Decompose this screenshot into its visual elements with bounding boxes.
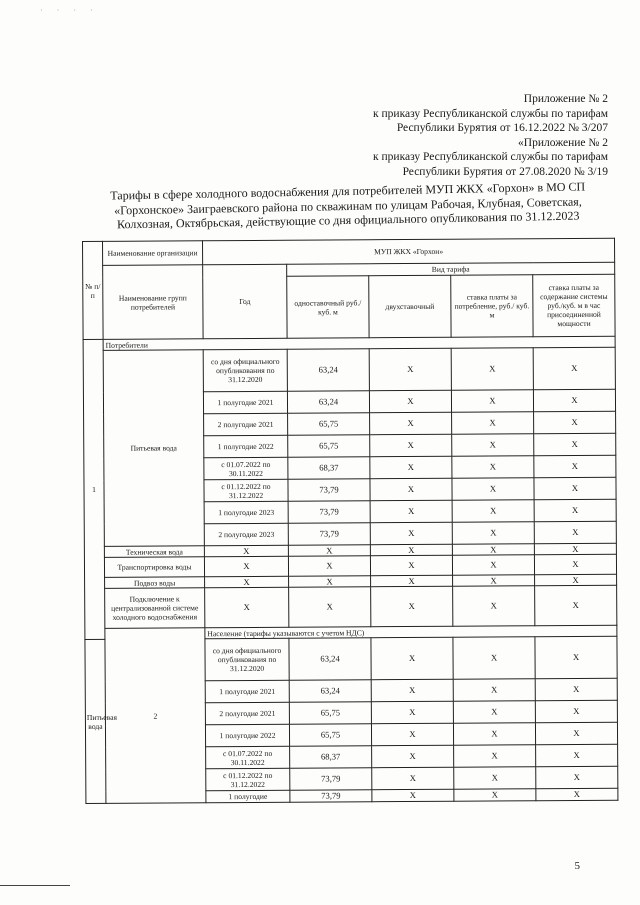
single-rate-value: 65,75 xyxy=(289,724,371,747)
period: 1 полугодие 2022 xyxy=(205,724,289,747)
cell-x: X xyxy=(372,789,454,802)
header-year: Год xyxy=(203,264,287,339)
cell-x: X xyxy=(452,522,534,545)
cell-x: X xyxy=(370,434,452,457)
period: 1 полугодие 2023 xyxy=(204,501,288,524)
cell-x: X xyxy=(204,545,288,557)
category-label: Население (тарифы указываются с учетом НДС) xyxy=(205,625,617,639)
document-title: Тарифы в сфере холодного водоснабжения для потребителей МУП ЖКХ «Горхон» в МО СП «Горхонское» Заиграевского района по скважинам по улицам Рабочая, Клубная, Советская, Колхозная, Октябрьская, действующие со дня официального опубликования по 31.12.2023 xyxy=(110,179,586,232)
group-drinking-water: Питьевая вода xyxy=(103,350,204,547)
cell-x: X xyxy=(370,478,452,501)
cell-x: X xyxy=(452,544,534,556)
header-group: Наименование групп потребителей xyxy=(103,265,203,340)
cell-x: X xyxy=(452,456,534,479)
cell-x: X xyxy=(536,788,618,801)
period: с 01.07.2022 по 30.11.2022 xyxy=(206,746,290,769)
cell-x: X xyxy=(453,679,535,702)
cell-x: X xyxy=(371,701,453,724)
tariff-table-wrapper xyxy=(82,238,617,804)
header-double-rate: двухставочный xyxy=(369,275,451,337)
period: 1 полугодие 2021 xyxy=(203,391,287,414)
cell-x: X xyxy=(451,390,533,413)
cell-x: X xyxy=(453,637,535,680)
single-rate-value: 73,79 xyxy=(288,501,370,524)
period: 2 полугодие 2023 xyxy=(204,523,288,546)
group-water-delivery: Подвоз воды xyxy=(105,577,205,589)
cell-x: X xyxy=(452,434,534,457)
cell-x: X xyxy=(452,478,534,501)
period: 1 полугодие xyxy=(206,790,290,803)
cell-x: X xyxy=(454,745,536,768)
cell-x: X xyxy=(370,544,452,556)
header-line: Республики Бурятия от 16.12.2022 № 3/207 xyxy=(396,122,608,134)
header-line: Республики Бурятия от 27.08.2020 № 3/19 xyxy=(402,165,608,178)
period: с 01.12.2022 по 31.12.2022 xyxy=(206,768,290,791)
cell-x: X xyxy=(534,521,616,544)
cell-x: X xyxy=(289,576,371,588)
period: с 01.12.2022 по 31.12.2022 xyxy=(204,479,288,502)
header-line: к приказу Республиканской службы по тарифам xyxy=(373,107,608,120)
category-label: Потребители xyxy=(103,336,615,350)
header-single-rate: одноставочный руб./ куб. м xyxy=(287,276,369,338)
org-name: МУП ЖКХ «Горхон» xyxy=(203,238,615,265)
single-rate-value: 73,79 xyxy=(290,790,372,803)
cell-x: X xyxy=(535,636,617,679)
cell-x: X xyxy=(535,722,617,745)
cell-x: X xyxy=(370,412,452,435)
cell-x: X xyxy=(372,767,454,790)
cell-x: X xyxy=(535,585,617,626)
single-rate-value: 65,75 xyxy=(288,435,370,458)
single-rate-value: 68,37 xyxy=(288,457,370,480)
cell-x: X xyxy=(371,723,453,746)
document-header xyxy=(278,92,608,179)
cell-x: X xyxy=(205,576,289,588)
cell-x: X xyxy=(536,766,618,789)
scan-marks: · · · · xyxy=(40,6,99,15)
cell-x: X xyxy=(534,543,616,555)
section-no: 2 xyxy=(105,628,206,804)
single-rate-value: 63,24 xyxy=(289,638,371,681)
period: 2 полугодие 2021 xyxy=(204,413,288,436)
cell-x: X xyxy=(534,433,616,456)
period: 1 полугодие 2022 xyxy=(204,435,288,458)
cell-x: X xyxy=(369,390,451,413)
header-line: «Приложение № 2 xyxy=(518,136,608,149)
cell-x: X xyxy=(534,477,616,500)
cell-x: X xyxy=(371,575,453,587)
cell-x: X xyxy=(534,554,616,575)
page-number: 5 xyxy=(574,860,580,872)
cell-x: X xyxy=(369,348,451,391)
single-rate-value: 73,79 xyxy=(288,479,370,502)
group-water-transport: Транспортировка воды xyxy=(104,557,204,578)
single-rate-value: 65,75 xyxy=(288,413,370,436)
period: со дня официального опубликования по 31.12.2020 xyxy=(205,638,289,681)
cell-x: X xyxy=(534,455,616,478)
group-drinking-water: Питьевая вода xyxy=(85,639,106,803)
cell-x: X xyxy=(534,411,616,434)
cell-x: X xyxy=(452,555,534,576)
group-connection: Подключение к централизованной системе холодного водоснабжения xyxy=(105,588,205,629)
period: 2 полугодие 2021 xyxy=(205,702,289,725)
section-no: 1 xyxy=(83,339,105,639)
cell-x: X xyxy=(370,456,452,479)
header-no: № п/п xyxy=(83,241,104,339)
header-rate-consumption: ставка платы за потребление, руб./ куб. м xyxy=(451,275,533,337)
single-rate-value: 63,24 xyxy=(287,349,369,392)
tariff-table xyxy=(82,238,618,804)
cell-x: X xyxy=(371,586,453,627)
single-rate-value: 73,79 xyxy=(290,768,372,791)
cell-x: X xyxy=(371,679,453,702)
cell-x: X xyxy=(535,700,617,723)
cell-x: X xyxy=(370,522,452,545)
cell-x: X xyxy=(534,499,616,522)
period: с 01.07.2022 по 30.11.2022 xyxy=(204,457,288,480)
cell-x: X xyxy=(536,744,618,767)
header-rate-maintenance: ставка платы за содержание системы руб./куб. м в час присоединенной мощности xyxy=(533,274,615,336)
cell-x: X xyxy=(371,637,453,680)
cell-x: X xyxy=(372,745,454,768)
cell-x: X xyxy=(452,500,534,523)
cell-x: X xyxy=(370,500,452,523)
cell-x: X xyxy=(454,789,536,802)
cell-x: X xyxy=(533,347,615,390)
cell-x: X xyxy=(535,574,617,586)
cell-x: X xyxy=(533,389,615,412)
cell-x: X xyxy=(370,555,452,576)
single-rate-value: 63,24 xyxy=(287,391,369,414)
footnote-rule xyxy=(0,885,70,886)
cell-x: X xyxy=(452,412,534,435)
group-technical-water: Техническая вода xyxy=(104,546,204,558)
cell-x: X xyxy=(453,575,535,587)
single-rate-value: 68,37 xyxy=(290,746,372,769)
cell-x: X xyxy=(454,767,536,790)
cell-x: X xyxy=(453,586,535,627)
cell-x: X xyxy=(288,556,370,577)
single-rate-value: 65,75 xyxy=(289,702,371,725)
header-org: Наименование организации xyxy=(103,241,203,266)
cell-x: X xyxy=(205,587,289,628)
cell-x: X xyxy=(451,348,533,391)
cell-x: X xyxy=(289,587,371,628)
period: со дня официального опубликования по 31.12.2020 xyxy=(203,349,287,392)
cell-x: X xyxy=(204,556,288,577)
header-line: к приказу Республиканской службы по тарифам xyxy=(373,151,608,163)
cell-x: X xyxy=(535,678,617,701)
header-line: Приложение № 2 xyxy=(523,93,608,105)
single-rate-value: 63,24 xyxy=(289,680,371,703)
period: 1 полугодие 2021 xyxy=(205,680,289,703)
cell-x: X xyxy=(453,723,535,746)
single-rate-value: 73,79 xyxy=(288,523,370,546)
header-tariff-type: Вид тарифа xyxy=(287,262,615,276)
cell-x: X xyxy=(453,701,535,724)
cell-x: X xyxy=(288,545,370,557)
